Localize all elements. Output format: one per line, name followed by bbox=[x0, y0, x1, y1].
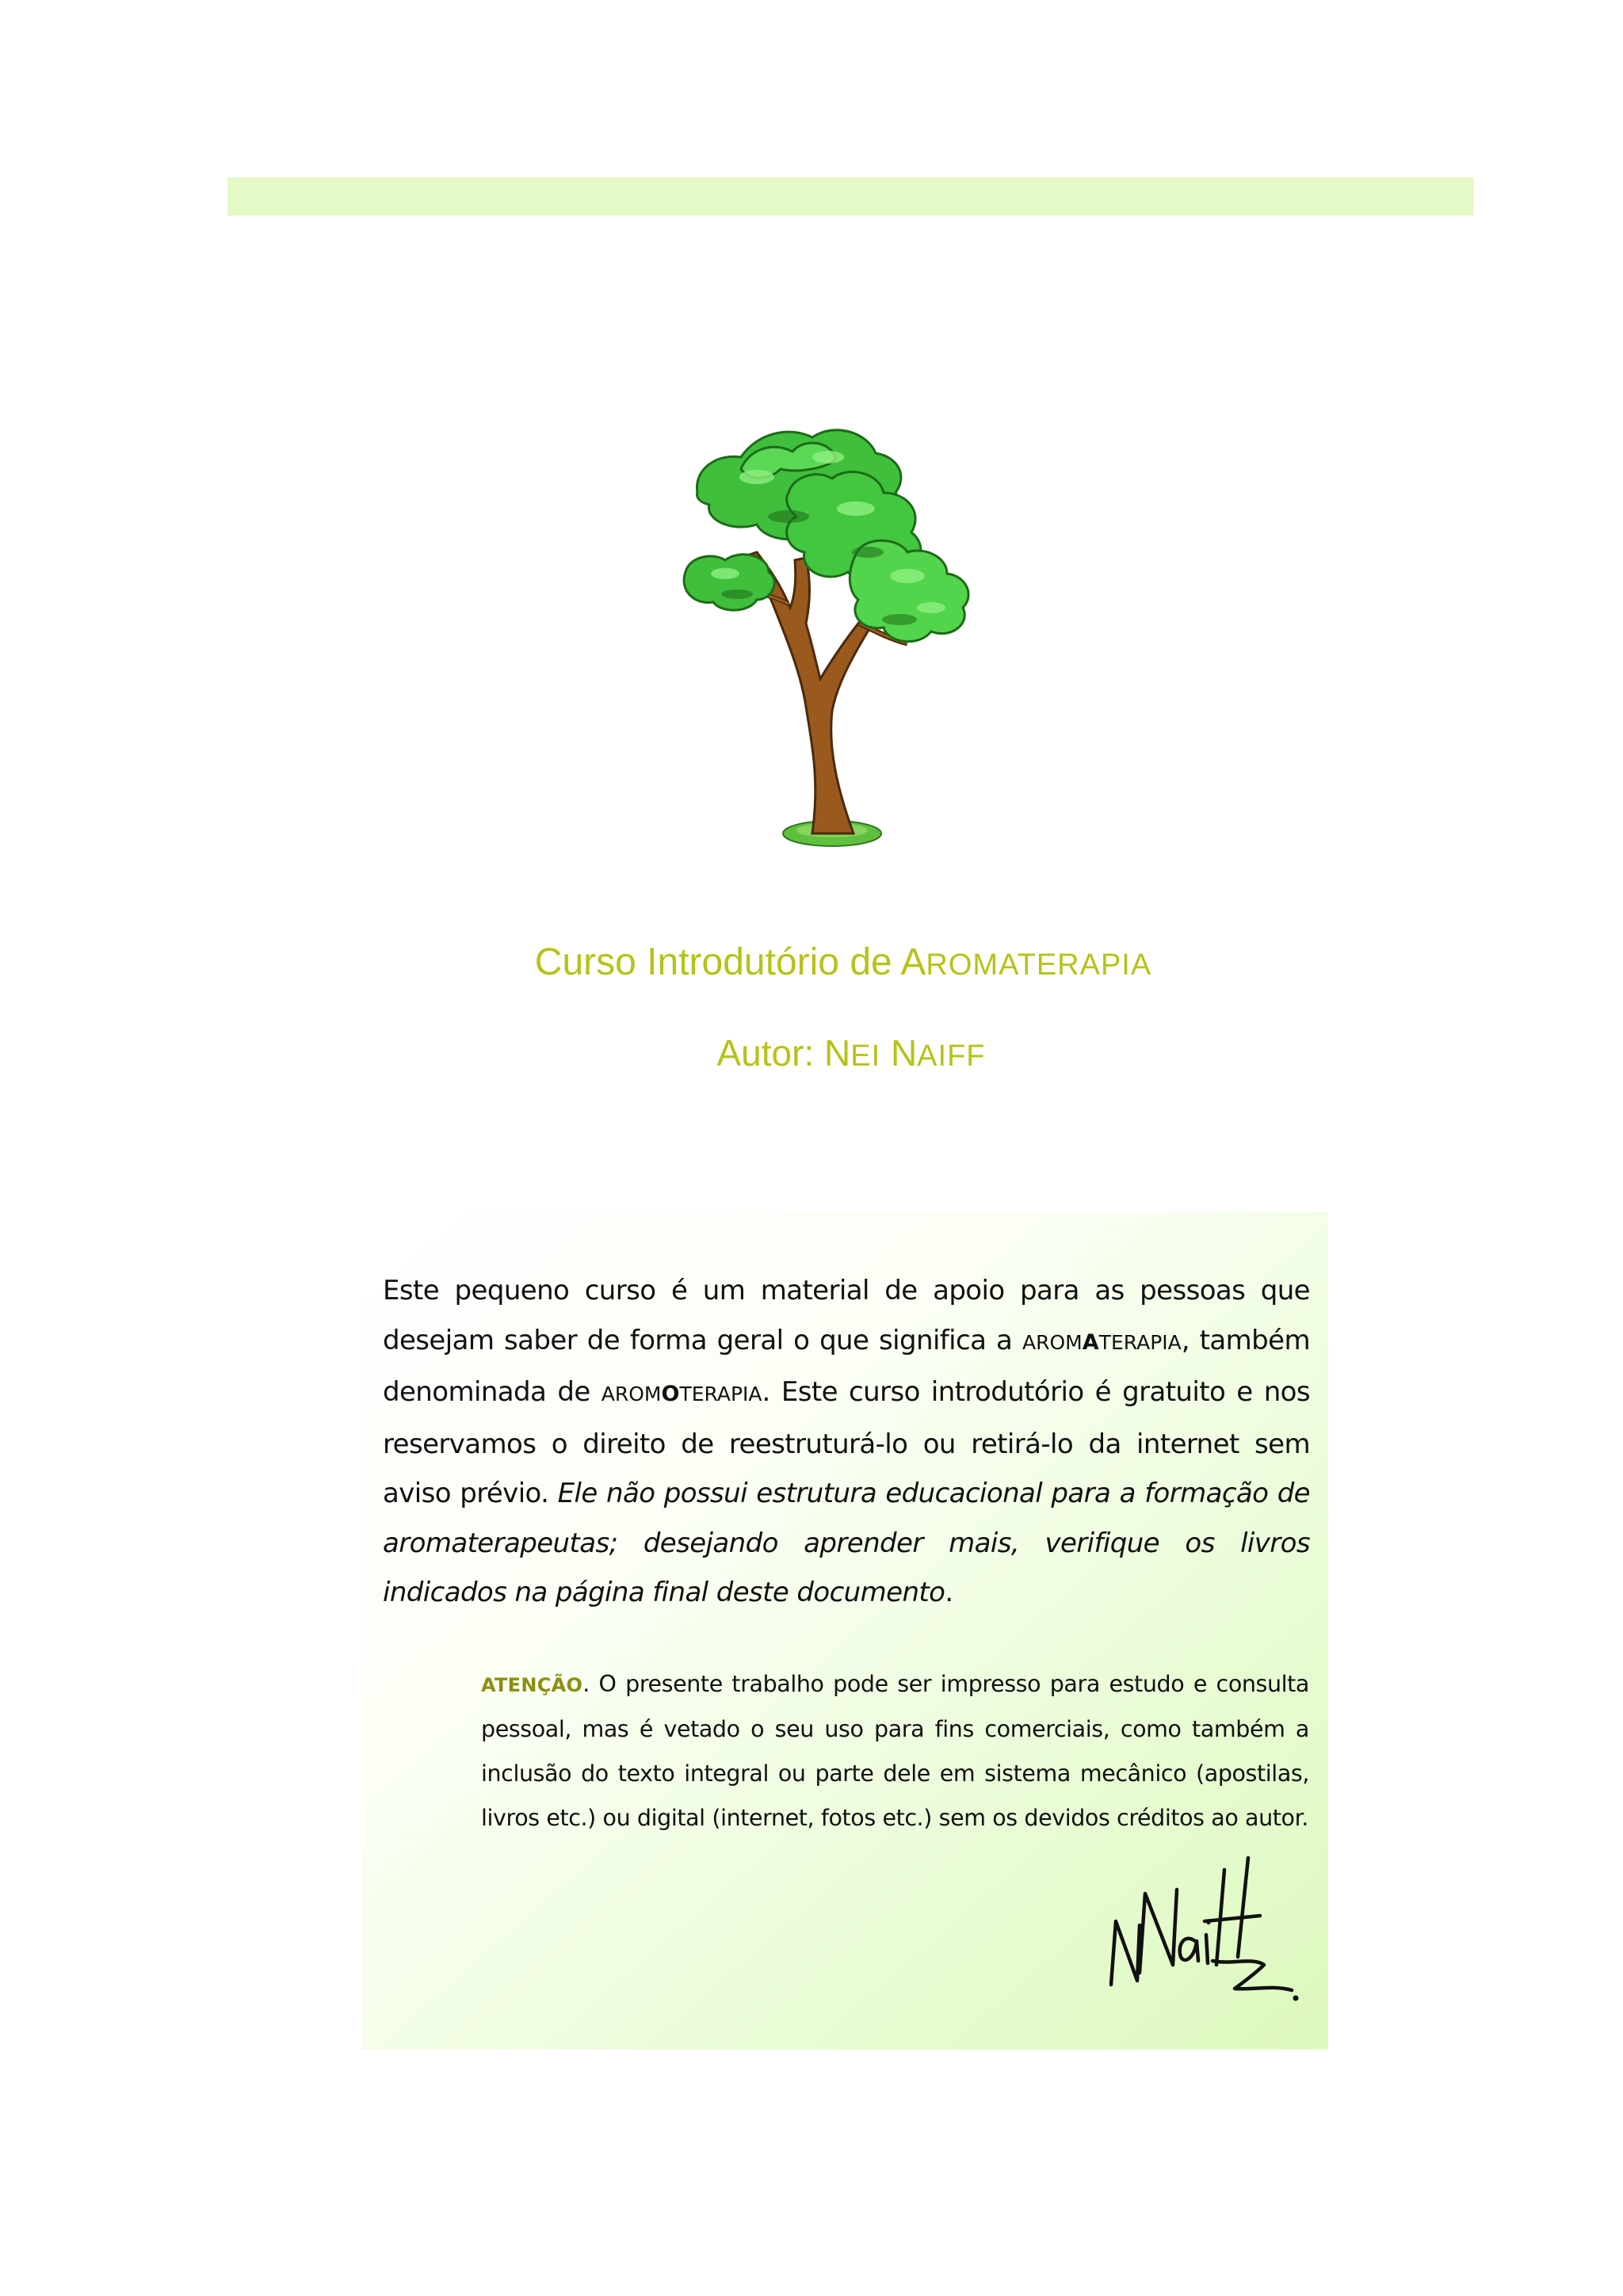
term-1-pre: AROM bbox=[1022, 1330, 1083, 1354]
attention-notice bbox=[481, 1662, 1309, 1840]
course-title bbox=[32, 939, 1623, 989]
term-2-pre: AROM bbox=[601, 1383, 662, 1405]
course-title-rest: ROMATERAPIA bbox=[926, 948, 1152, 982]
header-bar bbox=[227, 177, 1474, 215]
attention-text: . O presente trabalho pode ser impresso para estudo e consulta pessoal, mas é vetado o seu uso para fins comerciais, como também a inclusão do texto integral ou parte dele em sistema mecânico (apostilas, livros etc.) ou digital (internet, fotos etc.) sem os devidos créditos ao autor. bbox=[481, 1671, 1309, 1831]
course-title-prefix: Curso Introdutório de bbox=[534, 941, 901, 983]
signature-icon bbox=[1102, 1846, 1308, 2028]
intro-text-2: , também denominada de bbox=[383, 1324, 1310, 1408]
author-first-rest: EI bbox=[850, 1039, 881, 1073]
attention-label: ATENÇÃO bbox=[481, 1674, 583, 1696]
author-line bbox=[40, 1030, 1623, 1079]
intro-italic-text: Ele não possui estrutura educacional para a formação de aromaterapeutas; desejando aprender mais, verifique os livros indicados na página final deste documento bbox=[383, 1478, 1310, 1608]
intro-text-1: Este pequeno curso é um material de apoio para as pessoas que desejam saber de forma geral o que significa a bbox=[383, 1275, 1310, 1356]
intro-text-end: . bbox=[945, 1577, 953, 1608]
term-1-bold: A bbox=[1082, 1329, 1099, 1355]
author-last-rest: AIFF bbox=[917, 1039, 986, 1073]
tree-icon bbox=[670, 406, 1002, 857]
term-aromaterapia bbox=[1022, 1331, 1182, 1354]
author-label: Autor: bbox=[716, 1032, 825, 1074]
author-last-cap: N bbox=[890, 1032, 918, 1074]
author-first-cap: N bbox=[824, 1032, 851, 1074]
course-title-cap: A bbox=[900, 941, 926, 983]
term-1-post: TERAPIA bbox=[1098, 1330, 1182, 1354]
term-2-post: TERAPIA bbox=[679, 1383, 762, 1405]
intro-paragraph bbox=[383, 1266, 1310, 1618]
intro-text-3: . Este curso introdutório é gratuito e nos reservamos o direito de reestruturá-lo ou retirá-lo da internet sem aviso prévio. bbox=[383, 1376, 1310, 1509]
term-aromoterapia bbox=[601, 1383, 762, 1405]
term-2-bold: O bbox=[661, 1382, 680, 1406]
